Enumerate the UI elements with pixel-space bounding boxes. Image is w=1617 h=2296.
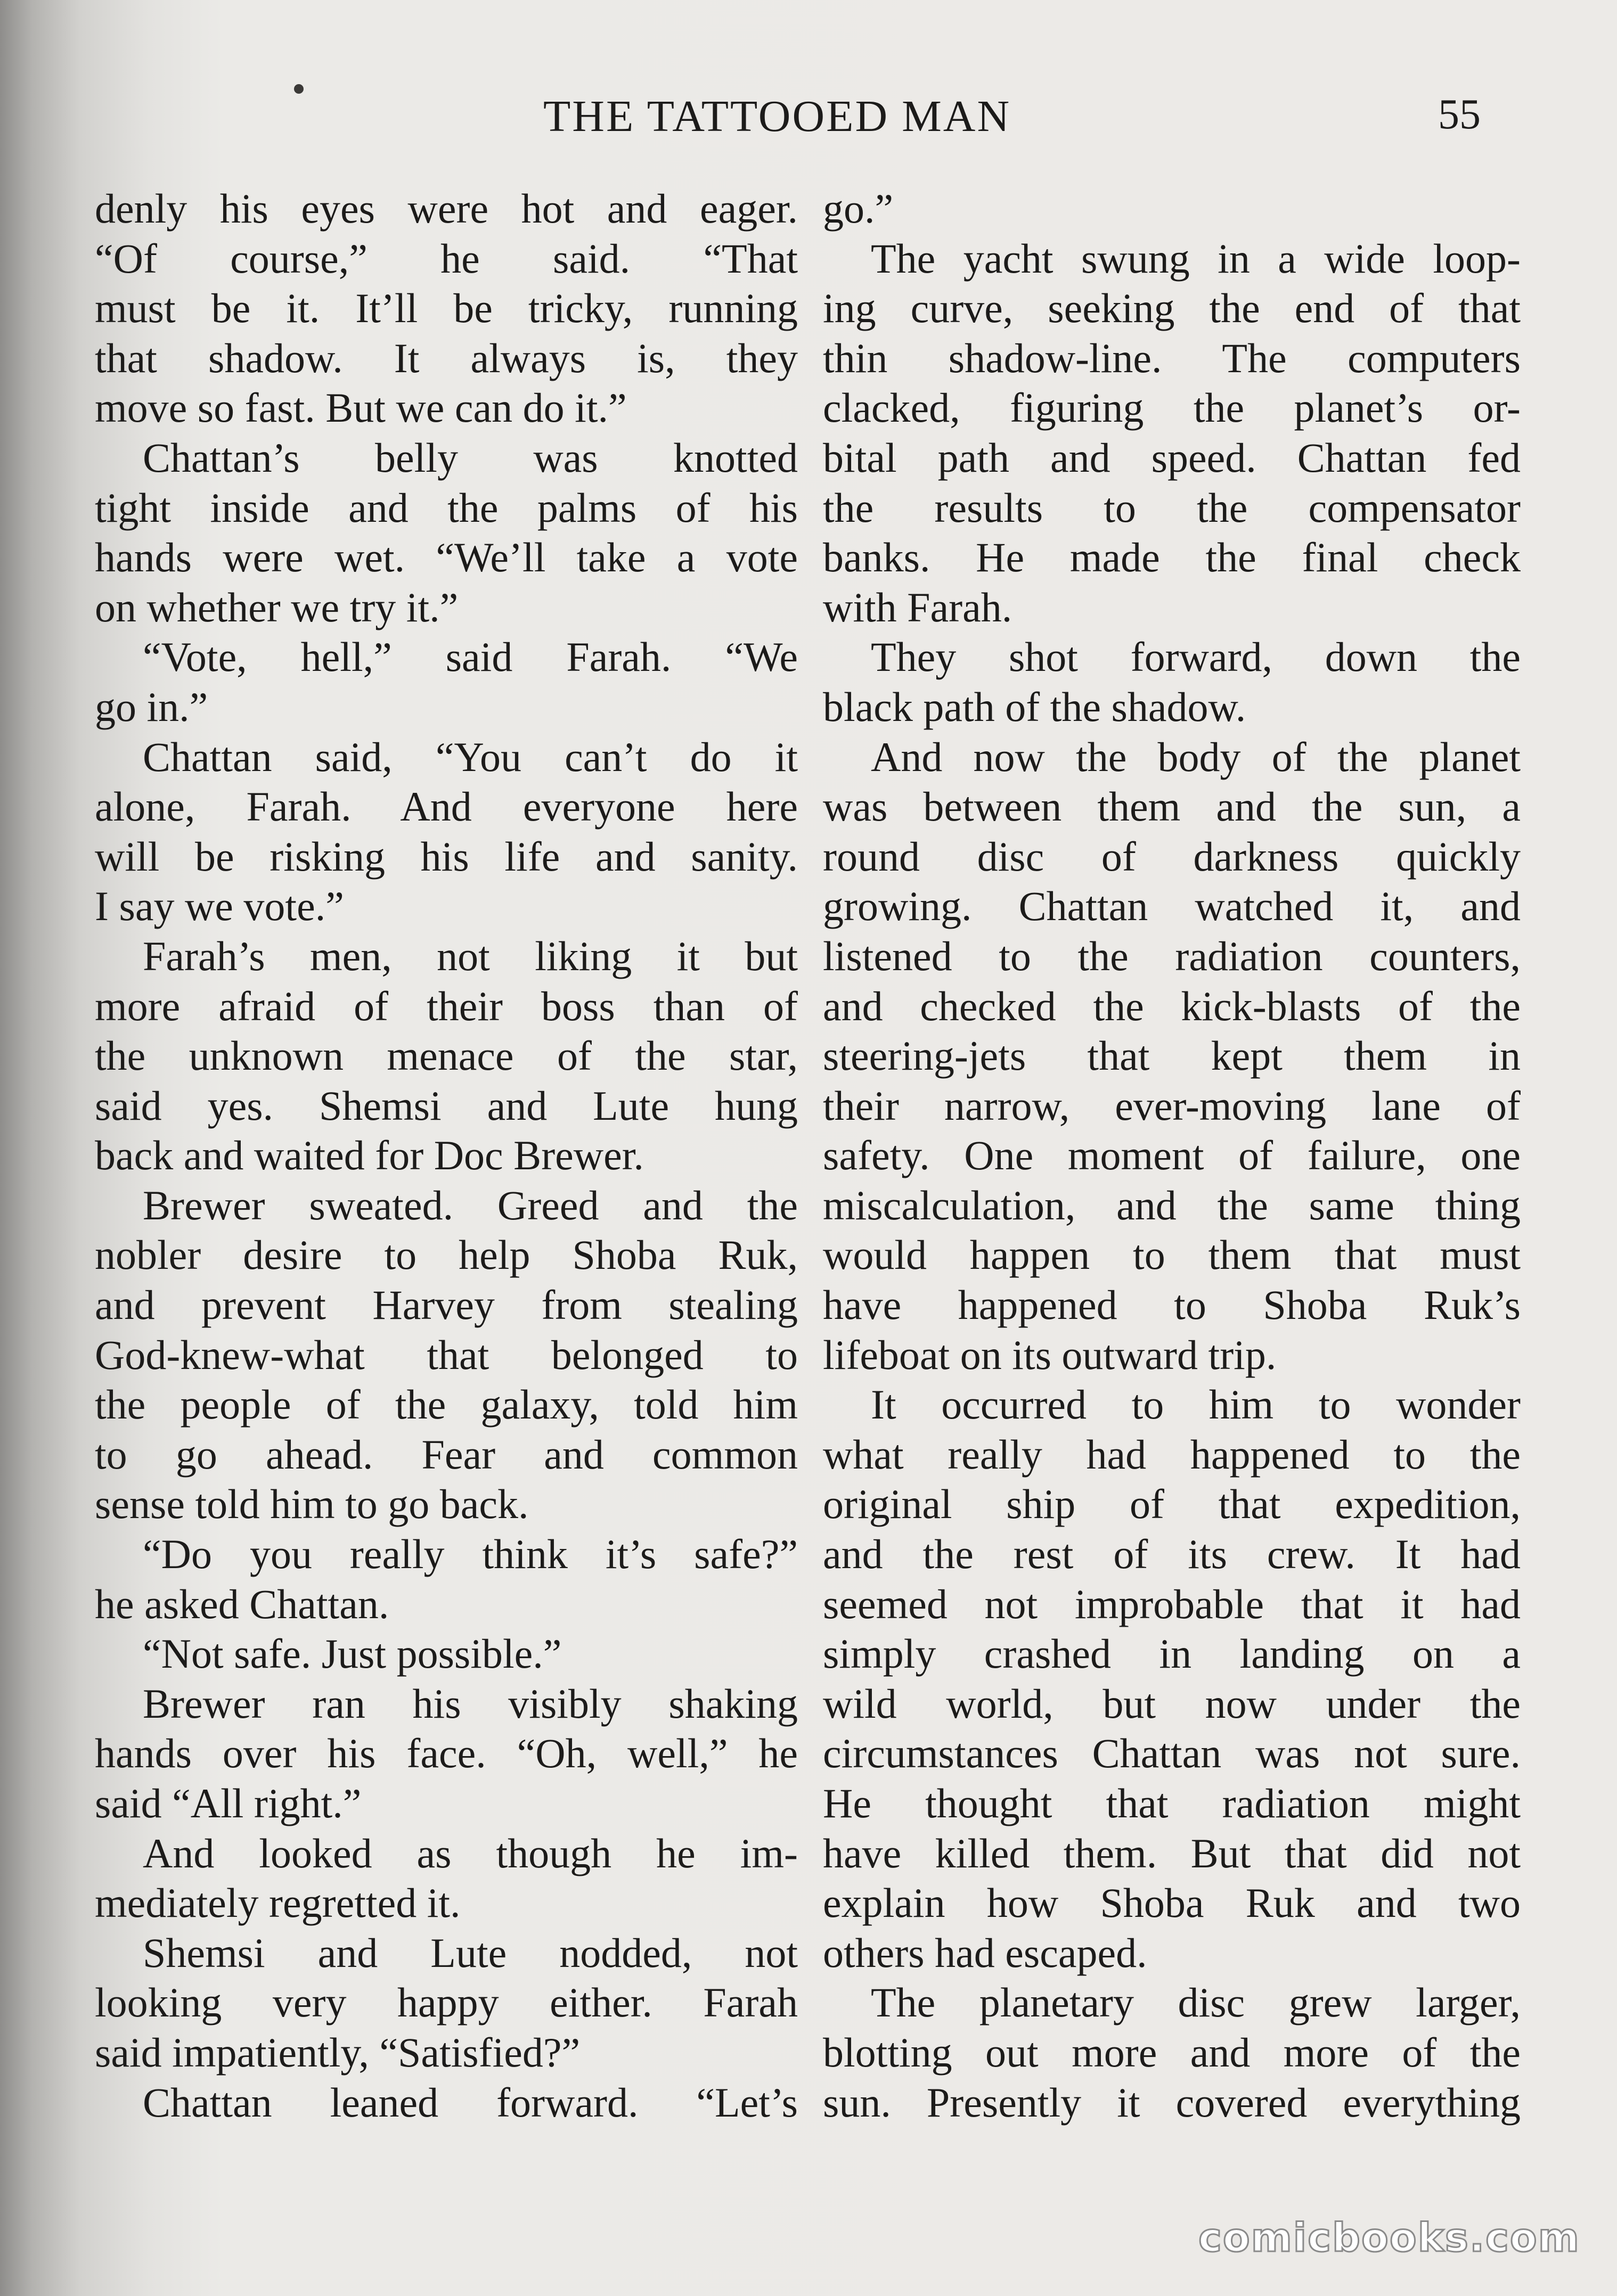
- text-line: “Vote, hell,” said Farah. “We: [143, 634, 798, 680]
- text-line: explain how Shoba Ruk and two: [823, 1880, 1521, 1926]
- text-line: and prevent Harvey from stealing: [95, 1282, 798, 1329]
- text-line: that shadow. It always is, they: [95, 334, 798, 381]
- text-line: said yes. Shemsi and Lute hung: [95, 1082, 798, 1129]
- running-head: THE TATTOOED MAN: [543, 92, 1011, 141]
- text-line: move so fast. But we can do it.”: [95, 384, 627, 431]
- text-line: wild world, but now under the: [823, 1680, 1521, 1727]
- page-header: [0, 91, 1617, 165]
- text-line: the people of the galaxy, told him: [95, 1381, 798, 1428]
- text-line: They shot forward, down the: [871, 634, 1521, 680]
- text-line: The yacht swung in a wide loop-: [871, 235, 1521, 282]
- text-line: have killed them. But that did not: [823, 1830, 1521, 1876]
- text-line: Brewer sweated. Greed and the: [143, 1182, 798, 1228]
- text-line: their narrow, ever-moving lane of: [823, 1082, 1521, 1129]
- text-line: Shemsi and Lute nodded, not: [143, 1929, 798, 1976]
- text-line: on whether we try it.”: [95, 584, 459, 630]
- text-line: mediately regretted it.: [95, 1880, 461, 1926]
- text-line: Chattan leaned forward. “Let’s: [143, 2079, 798, 2126]
- right-text-column: [823, 184, 1521, 2127]
- text-line: round disc of darkness quickly: [823, 833, 1521, 880]
- text-line: “Not safe. Just possible.”: [143, 1630, 562, 1677]
- text-line: looking very happy either. Farah: [95, 1979, 798, 2026]
- text-line: original ship of that expedition,: [823, 1481, 1521, 1528]
- text-line: Chattan said, “You can’t do it: [143, 733, 798, 780]
- text-line: God-knew-what that belonged to: [95, 1331, 798, 1378]
- text-line: go in.”: [95, 683, 208, 730]
- text-line: more afraid of their boss than of: [95, 982, 798, 1029]
- text-line: nobler desire to help Shoba Ruk,: [95, 1232, 798, 1278]
- text-line: have happened to Shoba Ruk’s: [823, 1282, 1521, 1329]
- text-line: denly his eyes were hot and eager.: [95, 185, 798, 232]
- text-line: growing. Chattan watched it, and: [823, 883, 1521, 930]
- text-line: tight inside and the palms of his: [95, 484, 798, 531]
- text-line: steering-jets that kept them in: [823, 1032, 1521, 1079]
- text-line: listened to the radiation counters,: [823, 932, 1521, 979]
- text-line: circumstances Chattan was not sure.: [823, 1730, 1521, 1777]
- text-line: said “All right.”: [95, 1780, 362, 1826]
- text-line: And looked as though he im-: [143, 1830, 798, 1876]
- text-line: black path of the shadow.: [823, 683, 1246, 730]
- text-line: would happen to them that must: [823, 1232, 1521, 1278]
- text-line: Farah’s men, not liking it but: [143, 932, 798, 979]
- text-line: And now the body of the planet: [871, 733, 1521, 780]
- text-line: he asked Chattan.: [95, 1580, 389, 1627]
- text-line: “Of course,” he said. “That: [95, 235, 798, 282]
- text-line: simply crashed in landing on a: [823, 1630, 1521, 1677]
- text-line: hands were wet. “We’ll take a vote: [95, 534, 798, 581]
- text-line: It occurred to him to wonder: [871, 1381, 1521, 1428]
- text-line: He thought that radiation might: [823, 1780, 1521, 1826]
- text-line: was between them and the sun, a: [823, 783, 1521, 830]
- text-line: what really had happened to the: [823, 1431, 1521, 1478]
- text-line: the results to the compensator: [823, 484, 1521, 531]
- text-line: and checked the kick-blasts of the: [823, 982, 1521, 1029]
- text-line: I say we vote.”: [95, 883, 344, 930]
- text-line: back and waited for Doc Brewer.: [95, 1132, 644, 1179]
- text-line: sense told him to go back.: [95, 1481, 529, 1528]
- text-line: will be risking his life and sanity.: [95, 833, 798, 880]
- text-line: the unknown menace of the star,: [95, 1032, 798, 1079]
- left-text-column: [95, 184, 798, 2127]
- text-line: hands over his face. “Oh, well,” he: [95, 1730, 798, 1777]
- text-line: sun. Presently it covered everything: [823, 2079, 1521, 2126]
- watermark: comicbooks.com: [1198, 2215, 1580, 2261]
- text-line: safety. One moment of failure, one: [823, 1132, 1521, 1179]
- text-line: clacked, figuring the planet’s or-: [823, 384, 1521, 431]
- text-line: alone, Farah. And everyone here: [95, 783, 798, 830]
- text-line: ing curve, seeking the end of that: [823, 285, 1521, 332]
- text-line: must be it. It’ll be tricky, running: [95, 285, 798, 332]
- text-line: with Farah.: [823, 584, 1012, 630]
- text-line: lifeboat on its outward trip.: [823, 1331, 1277, 1378]
- text-line: and the rest of its crew. It had: [823, 1531, 1521, 1578]
- text-line: go.”: [823, 185, 894, 232]
- text-line: The planetary disc grew larger,: [871, 1979, 1521, 2026]
- text-line: blotting out more and more of the: [823, 2029, 1521, 2076]
- text-line: banks. He made the final check: [823, 534, 1521, 581]
- text-line: said impatiently, “Satisfied?”: [95, 2029, 581, 2076]
- text-line: Chattan’s belly was knotted: [143, 434, 798, 481]
- text-line: bital path and speed. Chattan fed: [823, 434, 1521, 481]
- page-number: 55: [1438, 91, 1481, 138]
- text-line: miscalculation, and the same thing: [823, 1182, 1521, 1228]
- text-line: Brewer ran his visibly shaking: [143, 1680, 798, 1727]
- text-line: seemed not improbable that it had: [823, 1580, 1521, 1627]
- text-line: “Do you really think it’s safe?”: [143, 1531, 798, 1578]
- text-line: to go ahead. Fear and common: [95, 1431, 798, 1478]
- text-line: thin shadow-line. The computers: [823, 334, 1521, 381]
- text-line: others had escaped.: [823, 1929, 1147, 1976]
